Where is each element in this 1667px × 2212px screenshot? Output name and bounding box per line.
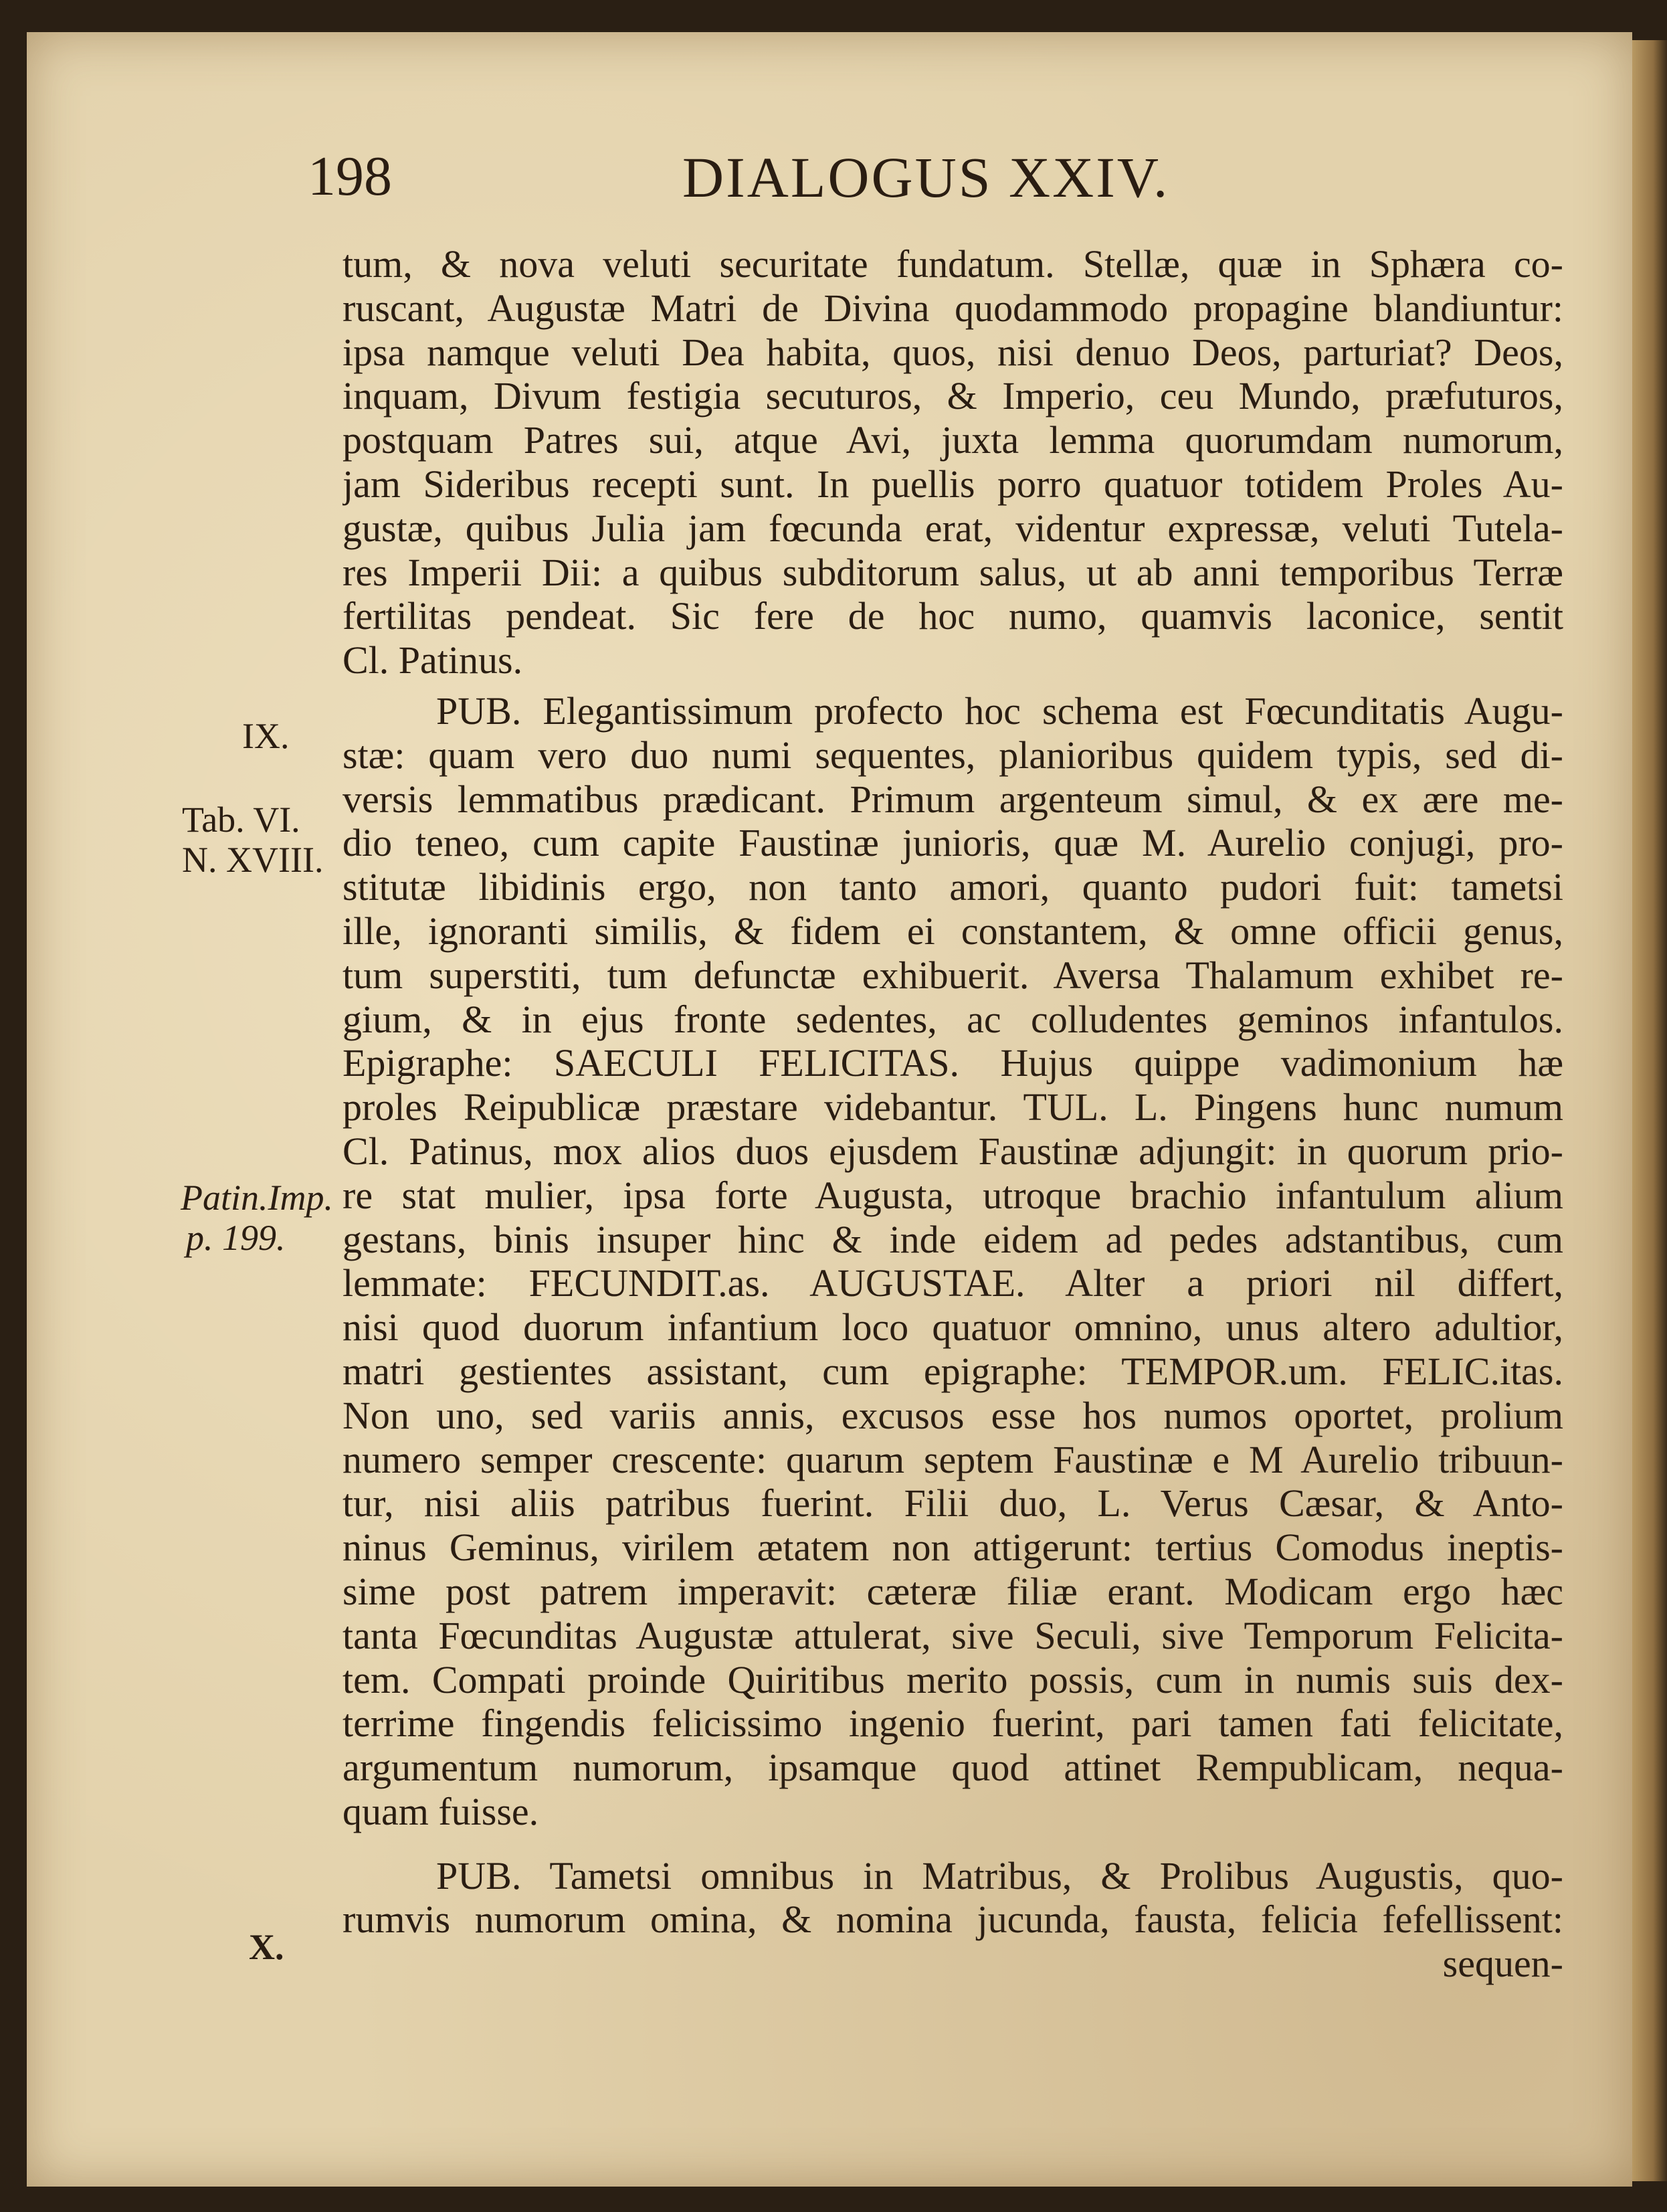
text-line: tur, nisi aliis patribus fuerint. Filii duo, L. Verus Cæsar, & Anto-: [342, 1481, 1563, 1526]
text-line: argumentum numorum, ipsamque quod attinet Rempublicam, nequa-: [342, 1746, 1563, 1790]
text-line: ipsa namque veluti Dea habita, quos, nisi denuo Deos, parturiat? Deos,: [342, 330, 1563, 374]
text-line: numero semper crescente: quarum septem Faustinæ e M Aurelio tribuun-: [342, 1437, 1563, 1481]
margin-note-patin-line: Patin.Imp.: [181, 1178, 333, 1218]
running-title: DIALOGUS XXIV.: [682, 145, 1170, 209]
text-line: rumvis numorum omina, & nomina jucunda, fausta, felicia fefellissent:: [342, 1898, 1563, 1942]
text-line: terrime fingendis felicissimo ingenio fuerint, pari tamen fati felicitate,: [342, 1701, 1563, 1746]
text-line: versis lemmatibus prædicant. Primum argenteum simul, & ex ære me-: [342, 777, 1563, 821]
margin-note-patin-line: p. 199.: [186, 1218, 286, 1258]
text-line: PUB. Elegantissimum profecto hoc schema est Fœcunditatis Augu-: [436, 688, 1563, 733]
text-line: ninus Geminus, virilem ætatem non attigerunt: tertius Comodus ineptis-: [342, 1526, 1563, 1570]
page-edge: [1632, 40, 1667, 2181]
margin-note-tab: [182, 800, 323, 880]
text-line: Epigraphe: SAECULI FELICITAS. Hujus quippe vadimonium hæ: [342, 1041, 1563, 1085]
margin-note-ix: IX.: [242, 716, 290, 756]
text-line: tanta Fœcunditas Augustæ attulerat, sive Seculi, sive Temporum Felicita-: [342, 1613, 1563, 1657]
text-line: ille, ignoranti similis, & fidem ei constantem, & omne officii genus,: [342, 909, 1563, 953]
text-line: ruscant, Augustæ Matri de Divina quodammodo propagine blandiuntur:: [342, 286, 1563, 330]
text-line: sime post patrem imperavit: cæteræ filiæ erant. Modicam ergo hæc: [342, 1569, 1563, 1613]
catchword: sequen-: [1442, 1942, 1563, 1986]
text-line: fertilitas pendeat. Sic fere de hoc numo, quamvis laconice, sentit: [342, 594, 1563, 638]
text-line: re stat mulier, ipsa forte Augusta, utroque brachio infantulum alium: [342, 1173, 1563, 1217]
text-line: nisi quod duorum infantium loco quatuor omnino, unus altero adultior,: [342, 1305, 1563, 1350]
text-line: proles Reipublicæ præstare videbantur. TUL. L. Pingens hunc numum: [342, 1085, 1563, 1129]
margin-note-x: X.: [249, 1927, 284, 1967]
text-line: tum superstiti, tum defunctæ exhibuerit. Aversa Thalamum exhibet re-: [342, 953, 1563, 997]
text-line: gestans, binis insuper hinc & inde eidem ad pedes adstantibus, cum: [342, 1217, 1563, 1261]
text-line: lemmate: FECUNDIT.as. AUGUSTAE. Alter a priori nil differt,: [342, 1261, 1563, 1305]
text-line: stitutæ libidinis ergo, non tanto amori, quanto pudori fuit: tametsi: [342, 865, 1563, 909]
page-header: [0, 144, 1667, 224]
margin-note-tab-line: N. XVIII.: [182, 840, 324, 880]
text-line: gustæ, quibus Julia jam fœcunda erat, videntur expressæ, veluti Tutela-: [342, 506, 1563, 550]
text-line: tum, & nova veluti securitate fundatum. Stellæ, quæ in Sphæra co-: [342, 242, 1563, 286]
text-line: stæ: quam vero duo numi sequentes, planioribus quidem typis, sed di-: [342, 733, 1563, 777]
margin-note-tab-line: Tab. VI.: [182, 800, 300, 840]
text-line: Non uno, sed variis annis, excusos esse hos numos oportet, prolium: [342, 1393, 1563, 1437]
text-line: inquam, Divum festigia secuturos, & Imperio, ceu Mundo, præfuturos,: [342, 374, 1563, 418]
text-line: gium, & in ejus fronte sedentes, ac colludentes geminos infantulos.: [342, 997, 1563, 1041]
text-line: jam Sideribus recepti sunt. In puellis porro quatuor totidem Proles Au-: [342, 462, 1563, 506]
text-line: Cl. Patinus, mox alios duos ejusdem Faustinæ adjungit: in quorum prio-: [342, 1129, 1563, 1173]
page-number: 198: [308, 145, 392, 207]
text-line: PUB. Tametsi omnibus in Matribus, & Prolibus Augustis, quo-: [436, 1853, 1563, 1898]
text-line: matri gestientes assistant, cum epigraphe: TEMPOR.um. FELIC.itas.: [342, 1349, 1563, 1393]
text-line: dio teneo, cum capite Faustinæ junioris, quæ M. Aurelio conjugi, pro-: [342, 821, 1563, 865]
text-line: quam fuisse.: [342, 1789, 539, 1833]
text-line: postquam Patres sui, atque Avi, juxta lemma quorumdam numorum,: [342, 418, 1563, 462]
text-line: Cl. Patinus.: [342, 638, 523, 682]
margin-note-patin: [181, 1178, 333, 1258]
text-line: tem. Compati proinde Quiritibus merito possis, cum in numis suis dex-: [342, 1657, 1563, 1701]
text-line: res Imperii Dii: a quibus subditorum salus, ut ab anni temporibus Terræ: [342, 550, 1563, 594]
body-text: [342, 242, 1563, 1986]
